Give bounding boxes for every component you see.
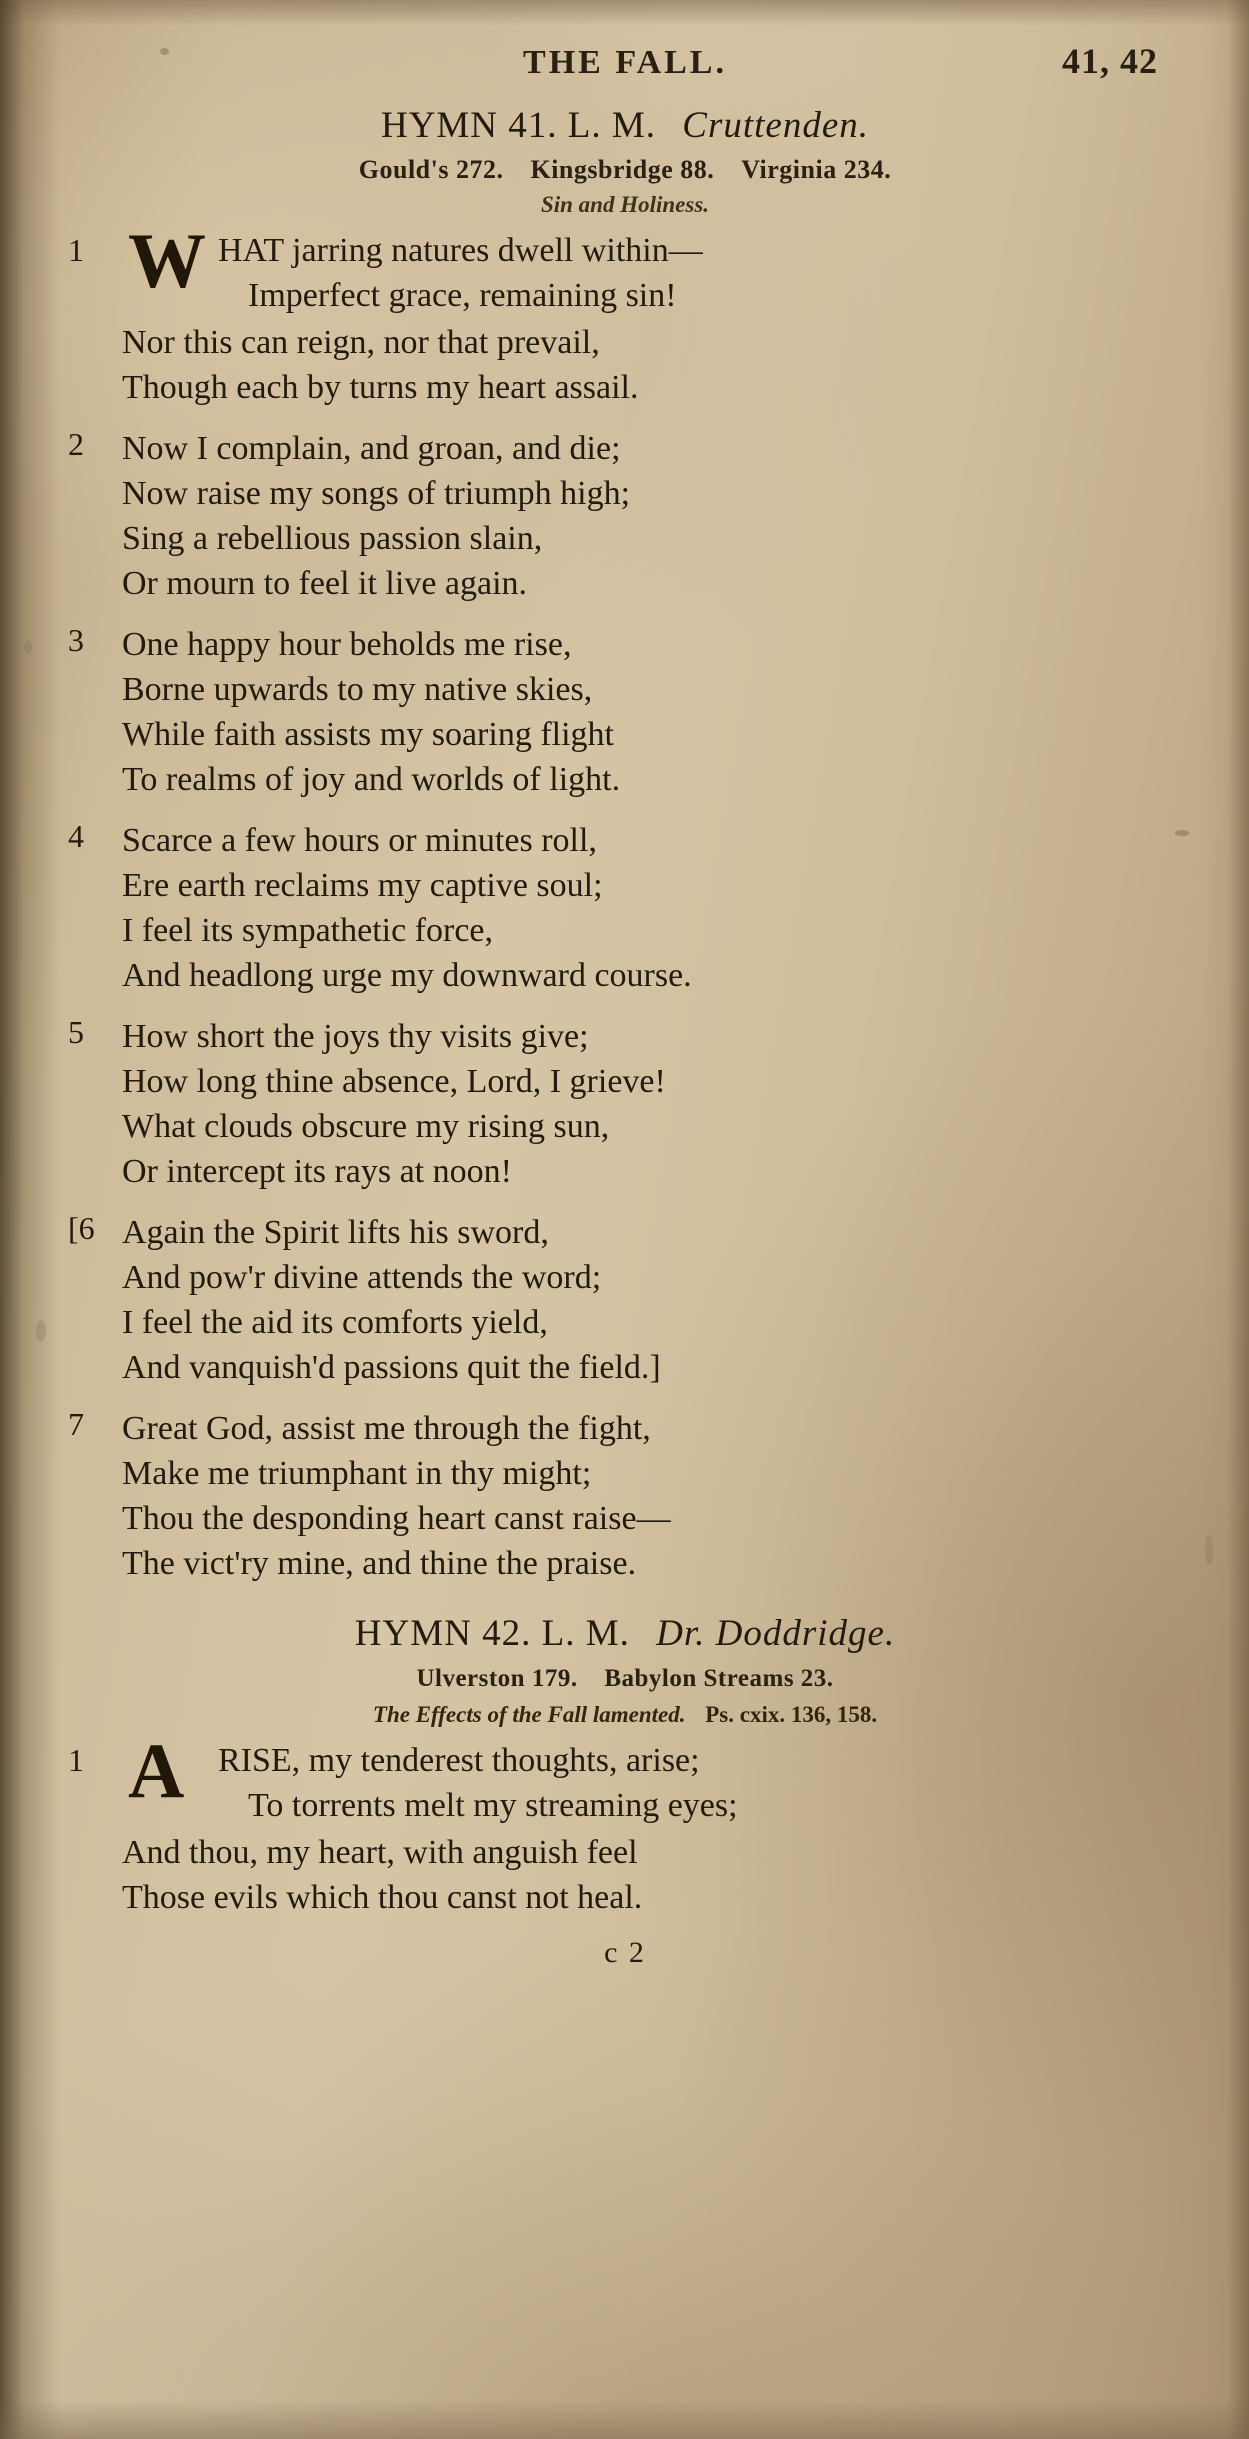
verse-line: One happy hour beholds me rise, <box>122 626 572 663</box>
verse-line: While faith assists my soaring flight <box>122 716 614 753</box>
verse-line: And pow'r divine attends the word; <box>122 1259 602 1296</box>
verse <box>60 622 1190 802</box>
hymn-42-tunes <box>60 1665 1190 1693</box>
page-signature: c 2 <box>604 1936 646 1969</box>
drop-cap: A <box>128 1727 185 1814</box>
hymn-42-tune-1: Ulverston 179. <box>416 1665 578 1692</box>
verse <box>60 426 1190 606</box>
verse-line: Make me triumphant in thy might; <box>122 1455 592 1492</box>
verse-line: Again the Spirit lifts his sword, <box>122 1214 549 1251</box>
page-edge-top <box>0 0 1249 26</box>
verse <box>60 1406 1190 1586</box>
hymn-41-number: 41. <box>508 105 558 146</box>
verse-line: Ere earth reclaims my captive soul; <box>122 867 603 904</box>
hymn-42-number: 42. <box>482 1613 532 1654</box>
hymn-41-label: HYMN <box>380 105 499 146</box>
verse-number: 5 <box>68 1014 84 1050</box>
hymn-42-author: Dr. Doddridge. <box>656 1613 896 1654</box>
hymn-42-tune-2: Babylon Streams 23. <box>604 1665 834 1692</box>
hymn-42-label: HYMN <box>354 1613 472 1654</box>
verse <box>60 1014 1190 1194</box>
verse-line: I feel the aid its comforts yield, <box>122 1304 548 1341</box>
hymn-41-heading <box>60 104 1190 218</box>
verse-number: 1 <box>68 1742 84 1778</box>
verse-line: Imperfect grace, remaining sin! <box>248 277 677 314</box>
page-edge-bottom <box>0 2399 1249 2439</box>
verse-line: How long thine absence, Lord, I grieve! <box>122 1063 666 1100</box>
verse <box>60 217 1190 410</box>
verse-line: And thou, my heart, with anguish feel <box>122 1834 638 1871</box>
hymn-41-author: Cruttenden. <box>682 105 870 146</box>
verse-line: Now I complain, and groan, and die; <box>122 430 621 467</box>
hymn-42-meter: L. M. <box>541 1613 630 1654</box>
verse-number: 4 <box>68 818 84 854</box>
verse-line: To torrents melt my streaming eyes; <box>248 1787 738 1824</box>
running-head-title: THE FALL. <box>523 44 727 81</box>
hymn-42-title-line <box>60 1612 1190 1655</box>
hymn-42-heading <box>60 1612 1190 1728</box>
verse-line: Nor this can reign, nor that prevail, <box>122 324 600 361</box>
hymn-41-meter: L. M. <box>567 105 657 146</box>
verse-number: 7 <box>68 1406 84 1442</box>
hymn-41-subject: Sin and Holiness. <box>540 192 710 217</box>
verse-line: Sing a rebellious passion slain, <box>122 520 543 557</box>
hymn-42-subject: The Effects of the Fall lamented. <box>372 1702 686 1727</box>
verse-line: To realms of joy and worlds of light. <box>122 761 621 798</box>
dropcap-block <box>122 1727 1190 1830</box>
page-number: 41, 42 <box>1062 41 1158 81</box>
hymn-41-tune-1: Gould's 272. <box>358 155 504 184</box>
verse-line: The vict'ry mine, and thine the praise. <box>122 1545 637 1582</box>
page-edge-left <box>0 0 34 2439</box>
hymn-41-tunes <box>60 155 1190 185</box>
verse <box>60 818 1190 998</box>
hymn-41-verses <box>60 217 1190 1586</box>
hymn-41-tune-3: Virginia 234. <box>741 155 892 184</box>
verse-number: [6 <box>68 1210 95 1246</box>
verse-line: HAT jarring natures dwell within— <box>218 232 703 269</box>
verse-line: Or intercept its rays at noon! <box>122 1153 512 1190</box>
verse-line: How short the joys thy visits give; <box>122 1018 589 1055</box>
hymn-41-tune-2: Kingsbridge 88. <box>530 155 715 184</box>
hymn-42-subject-row <box>60 1702 1190 1728</box>
verse-line: Now raise my songs of triumph high; <box>122 475 631 512</box>
verse-line: I feel its sympathetic force, <box>122 912 494 949</box>
hymn-41-title-line <box>60 104 1190 147</box>
dropcap-block <box>122 217 1190 320</box>
verse-line: Or mourn to feel it live again. <box>122 565 528 602</box>
hymn-42-scripture: Ps. cxix. 136, 158. <box>705 1702 878 1727</box>
page-edge-right <box>1201 0 1249 2439</box>
verse <box>60 1210 1190 1390</box>
verse-line: Great God, assist me through the fight, <box>122 1410 651 1447</box>
verse-number: 3 <box>68 622 84 658</box>
verse <box>60 1727 1190 1920</box>
drop-cap: W <box>128 217 206 304</box>
verse-line: Scarce a few hours or minutes roll, <box>122 822 597 859</box>
verse-line: Those evils which thou canst not heal. <box>122 1879 643 1916</box>
hymn-42-verses <box>60 1727 1190 1920</box>
verse-line: Though each by turns my heart assail. <box>122 369 639 406</box>
verse-line: Borne upwards to my native skies, <box>122 671 593 708</box>
page-content <box>60 40 1190 1970</box>
running-head <box>60 40 1190 98</box>
verse-line: RISE, my tenderest thoughts, arise; <box>218 1742 700 1779</box>
verse-number: 2 <box>68 426 84 462</box>
verse-line: What clouds obscure my rising sun, <box>122 1108 610 1145</box>
verse-line: Thou the desponding heart canst raise— <box>122 1500 671 1537</box>
verse-line: And headlong urge my downward course. <box>122 957 692 994</box>
verse-number: 1 <box>68 232 84 268</box>
verse-line: And vanquish'd passions quit the field.] <box>122 1349 661 1386</box>
